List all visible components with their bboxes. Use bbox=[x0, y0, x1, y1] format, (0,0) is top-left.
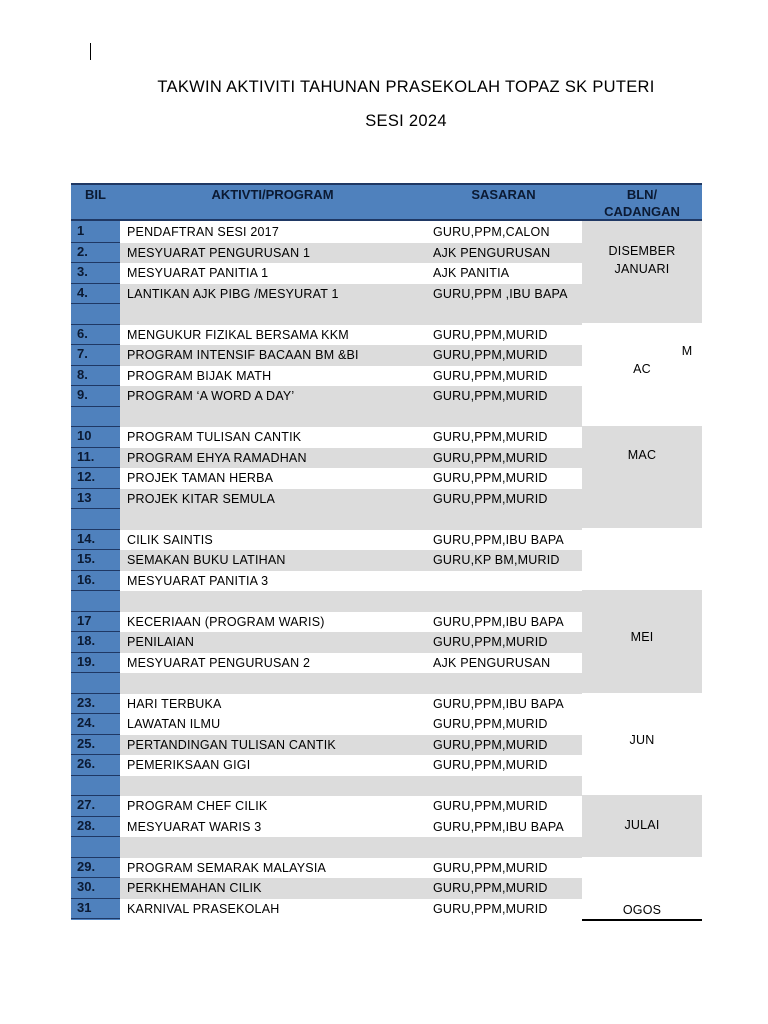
cell-sasaran: GURU,PPM,CALON bbox=[433, 225, 550, 239]
text-cursor bbox=[90, 43, 91, 60]
table-spacer-row bbox=[0, 837, 768, 858]
cell-aktiviti: PEMERIKSAAN GIGI bbox=[127, 758, 251, 772]
month-label-disember-januari bbox=[582, 242, 702, 278]
header-bulan-line1: BLN/ bbox=[626, 187, 658, 202]
table-spacer-row bbox=[0, 304, 768, 325]
cell-bil: 15. bbox=[77, 551, 96, 566]
table-spacer-row bbox=[0, 407, 768, 428]
cell-bil: 1 bbox=[77, 223, 85, 238]
table-row bbox=[0, 427, 768, 448]
cell-aktiviti: MESYUARAT PANITIA 3 bbox=[127, 573, 269, 588]
cell-bil: 26. bbox=[77, 756, 96, 771]
cell-bil: 14. bbox=[77, 530, 96, 546]
table-row bbox=[0, 386, 768, 407]
row-background bbox=[120, 407, 582, 428]
cell-aktiviti: MENGUKUR FIZIKAL BERSAMA KKM bbox=[127, 327, 349, 342]
cell-aktiviti: KECERIAAN (PROGRAM WARIS) bbox=[127, 614, 325, 629]
page-title: TAKWIN AKTIVITI TAHUNAN PRASEKOLAH TOPAZ SK PUTERI bbox=[157, 78, 655, 96]
cell-bil: 13 bbox=[77, 489, 92, 505]
header-bil: BIL bbox=[85, 187, 106, 202]
cell-aktiviti: MESYUARAT PANITIA 1 bbox=[127, 266, 269, 280]
table-row bbox=[0, 325, 768, 346]
cell-aktiviti: PROGRAM INTENSIF BACAAN BM &BI bbox=[127, 348, 359, 362]
row-background bbox=[120, 304, 582, 325]
ogos-underline bbox=[582, 919, 702, 921]
cell-aktiviti: SEMAKAN BUKU LATIHAN bbox=[127, 553, 286, 567]
month-label-mei: MEI bbox=[630, 630, 654, 644]
cell-bil: 17 bbox=[77, 612, 92, 628]
cell-aktiviti: PROGRAM SEMARAK MALAYSIA bbox=[127, 860, 327, 875]
bil-separator bbox=[71, 918, 120, 919]
table-row bbox=[0, 489, 768, 510]
page-subtitle: SESI 2024 bbox=[365, 112, 447, 130]
cell-bil: 24. bbox=[77, 715, 96, 730]
row-background bbox=[120, 776, 582, 797]
cell-aktiviti: PROJEK KITAR SEMULA bbox=[127, 491, 276, 506]
cell-aktiviti: PROGRAM TULISAN CANTIK bbox=[127, 430, 302, 444]
month-label-ac: AC bbox=[633, 362, 651, 376]
cell-aktiviti: LANTIKAN AJK PIBG /MESYURAT 1 bbox=[127, 286, 339, 301]
cell-aktiviti: PERKHEMAHAN CILIK bbox=[127, 881, 262, 895]
table-row bbox=[0, 222, 768, 243]
cell-sasaran: AJK PENGURUSAN bbox=[433, 245, 551, 260]
cell-sasaran: GURU,PPM ,IBU BAPA bbox=[433, 286, 568, 301]
table-row bbox=[0, 284, 768, 305]
cell-sasaran: GURU,PPM,MURID bbox=[433, 635, 548, 649]
cell-bil: 9. bbox=[77, 387, 88, 402]
table-row bbox=[0, 550, 768, 571]
cell-sasaran: GURU,PPM,MURID bbox=[433, 758, 548, 772]
month-disember: DISEMBER bbox=[608, 244, 676, 258]
table-row bbox=[0, 612, 768, 633]
cell-bil: 31 bbox=[77, 899, 92, 915]
cell-sasaran: GURU,PPM,MURID bbox=[433, 368, 548, 383]
cell-sasaran: GURU,PPM,MURID bbox=[433, 327, 548, 342]
month-januari: JANUARI bbox=[614, 262, 670, 276]
cell-sasaran: GURU,PPM,MURID bbox=[433, 450, 548, 465]
table-row bbox=[0, 694, 768, 715]
table-row bbox=[0, 796, 768, 817]
cell-aktiviti: MESYUARAT PENGURUSAN 2 bbox=[127, 655, 311, 670]
table-spacer-row bbox=[0, 509, 768, 530]
cell-sasaran: GURU,PPM,MURID bbox=[433, 491, 548, 506]
cell-bil: 6. bbox=[77, 325, 88, 341]
table-row bbox=[0, 468, 768, 489]
cell-sasaran: GURU,PPM,MURID bbox=[433, 901, 548, 916]
cell-bil: 3. bbox=[77, 264, 88, 279]
row-background bbox=[120, 509, 582, 530]
cell-aktiviti: PROGRAM BIJAK MATH bbox=[127, 368, 272, 383]
table-spacer-row bbox=[0, 673, 768, 694]
cell-bil: 18. bbox=[77, 633, 96, 648]
cell-aktiviti: PENDAFTRAN SESI 2017 bbox=[127, 225, 279, 239]
month-label-mac: MAC bbox=[627, 448, 657, 462]
cell-sasaran: GURU,PPM,MURID bbox=[433, 430, 548, 444]
cell-aktiviti: PERTANDINGAN TULISAN CANTIK bbox=[127, 737, 336, 752]
cell-bil: 2. bbox=[77, 243, 88, 259]
cell-bil: 28. bbox=[77, 817, 96, 833]
month-label-jun: JUN bbox=[629, 733, 655, 747]
table-row bbox=[0, 755, 768, 776]
cell-aktiviti: PENILAIAN bbox=[127, 635, 195, 649]
cell-bil: 25. bbox=[77, 735, 96, 751]
cell-bil: 8. bbox=[77, 366, 88, 382]
cell-sasaran: GURU,KP BM,MURID bbox=[433, 553, 560, 567]
row-background bbox=[120, 673, 582, 694]
table-spacer-row bbox=[0, 776, 768, 797]
cell-aktiviti: MESYUARAT WARIS 3 bbox=[127, 819, 262, 834]
cell-bil: 11. bbox=[77, 448, 95, 464]
month-label-m: M bbox=[681, 344, 693, 358]
cell-bil: 4. bbox=[77, 284, 88, 300]
cell-sasaran: AJK PENGURUSAN bbox=[433, 655, 551, 670]
cell-sasaran: GURU,PPM,MURID bbox=[433, 348, 548, 362]
cell-sasaran: GURU,PPM,MURID bbox=[433, 717, 548, 731]
cell-bil: 10 bbox=[77, 428, 92, 443]
cell-aktiviti: PROGRAM CHEF CILIK bbox=[127, 799, 268, 813]
header-bulan-line2: CADANGAN bbox=[604, 204, 680, 219]
cell-sasaran: GURU,PPM,MURID bbox=[433, 881, 548, 895]
cell-bil: 19. bbox=[77, 653, 96, 669]
cell-sasaran: GURU,PPM,MURID bbox=[433, 860, 548, 875]
cell-aktiviti: PROGRAM EHYA RAMADHAN bbox=[127, 450, 307, 465]
cell-aktiviti: CILIK SAINTIS bbox=[127, 532, 213, 547]
cell-sasaran: GURU,PPM,MURID bbox=[433, 799, 548, 813]
header-sasaran: SASARAN bbox=[471, 187, 536, 202]
row-background bbox=[120, 837, 582, 858]
cell-aktiviti: MESYUARAT PENGURUSAN 1 bbox=[127, 245, 311, 260]
cell-sasaran: GURU,PPM,IBU BAPA bbox=[433, 696, 564, 711]
cell-bil: 16. bbox=[77, 571, 96, 587]
table-row bbox=[0, 530, 768, 551]
cell-aktiviti: HARI TERBUKA bbox=[127, 696, 222, 711]
cell-aktiviti: LAWATAN ILMU bbox=[127, 717, 221, 731]
table-row bbox=[0, 878, 768, 899]
cell-sasaran: AJK PANITIA bbox=[433, 266, 510, 280]
month-label-ogos: OGOS bbox=[622, 903, 662, 917]
cell-bil: 27. bbox=[77, 797, 96, 812]
table-row bbox=[0, 571, 768, 592]
table-row bbox=[0, 858, 768, 879]
cell-aktiviti: KARNIVAL PRASEKOLAH bbox=[127, 901, 280, 916]
month-label-julai: JULAI bbox=[624, 818, 660, 832]
cell-bil: 30. bbox=[77, 879, 96, 894]
cell-bil: 12. bbox=[77, 469, 96, 484]
header-aktiviti: AKTIVTI/PROGRAM bbox=[211, 187, 334, 202]
cell-sasaran: GURU,PPM,IBU BAPA bbox=[433, 614, 564, 629]
cell-aktiviti: PROJEK TAMAN HERBA bbox=[127, 471, 274, 485]
cell-sasaran: GURU,PPM,MURID bbox=[433, 737, 548, 752]
table-spacer-row bbox=[0, 591, 768, 612]
cell-sasaran: GURU,PPM,MURID bbox=[433, 471, 548, 485]
cell-sasaran: GURU,PPM,IBU BAPA bbox=[433, 819, 564, 834]
cell-bil: 7. bbox=[77, 346, 88, 361]
header-bulan bbox=[582, 186, 702, 220]
cell-aktiviti: PROGRAM ‘A WORD A DAY’ bbox=[127, 389, 295, 403]
cell-sasaran: GURU,PPM,MURID bbox=[433, 389, 548, 403]
row-background bbox=[120, 591, 582, 612]
table-row bbox=[0, 714, 768, 735]
cell-bil: 23. bbox=[77, 694, 96, 710]
table-row bbox=[0, 653, 768, 674]
cell-bil: 29. bbox=[77, 858, 96, 874]
cell-sasaran: GURU,PPM,IBU BAPA bbox=[433, 532, 564, 547]
